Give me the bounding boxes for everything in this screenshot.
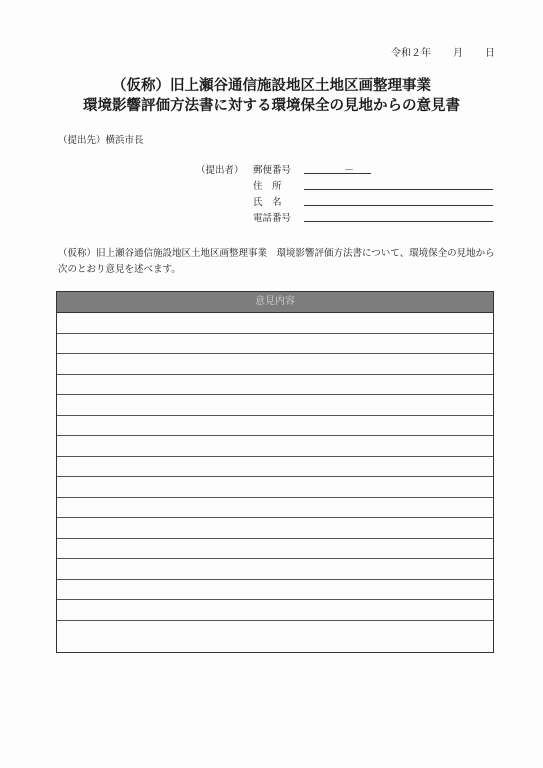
address-label: 住 所 (253, 181, 282, 192)
date-era-year: 令和２年 (391, 48, 431, 59)
phone-line (304, 221, 493, 222)
opinion-row[interactable] (57, 518, 493, 539)
opinion-row[interactable] (57, 621, 493, 642)
date-month: 月 (453, 48, 463, 59)
phone-field[interactable] (253, 210, 493, 224)
title-line-1: （仮称）旧上瀬谷通信施設地区土地区画整理事業 (112, 78, 431, 94)
date-day: 日 (485, 48, 495, 59)
postal-code-label: 郵便番号 (253, 165, 292, 176)
name-label: 氏 名 (253, 197, 282, 208)
opinion-row[interactable] (57, 477, 493, 498)
opinion-row[interactable] (57, 539, 493, 560)
recipient: （提出先）横浜市長 (58, 135, 144, 146)
postal-code-line (304, 173, 371, 174)
opinion-row[interactable] (57, 580, 493, 601)
opinion-table (56, 291, 494, 653)
opinion-row[interactable] (57, 313, 493, 334)
opinion-row[interactable] (57, 457, 493, 478)
name-line (304, 205, 493, 206)
name-field[interactable] (253, 194, 493, 208)
statement-text: （仮称）旧上瀬谷通信施設地区土地区画整理事業 環境影響評価方法書について、環境保全の見地から次のとおり意見を述べます。 (58, 248, 495, 275)
date-line (391, 44, 495, 59)
opinion-row[interactable] (57, 498, 493, 519)
opinion-row[interactable] (57, 416, 493, 437)
opinion-row[interactable] (57, 600, 493, 621)
opinion-row[interactable] (57, 375, 493, 396)
opinion-row[interactable] (57, 395, 493, 416)
title-line-2: 環境影響評価方法書に対する環境保全の見地からの意見書 (83, 98, 460, 114)
submitter-heading: （提出者） (196, 165, 244, 176)
opinion-row[interactable] (57, 354, 493, 375)
address-field[interactable] (253, 178, 493, 192)
opinion-table-header: 意見内容 (57, 292, 493, 313)
postal-code-value: － (344, 165, 354, 176)
opinion-row[interactable] (57, 436, 493, 457)
address-line (304, 189, 493, 190)
opinion-row[interactable] (57, 559, 493, 580)
phone-label: 電話番号 (253, 213, 292, 224)
document-title (0, 76, 543, 116)
postal-code-field[interactable] (253, 162, 493, 176)
opinion-row[interactable] (57, 334, 493, 355)
